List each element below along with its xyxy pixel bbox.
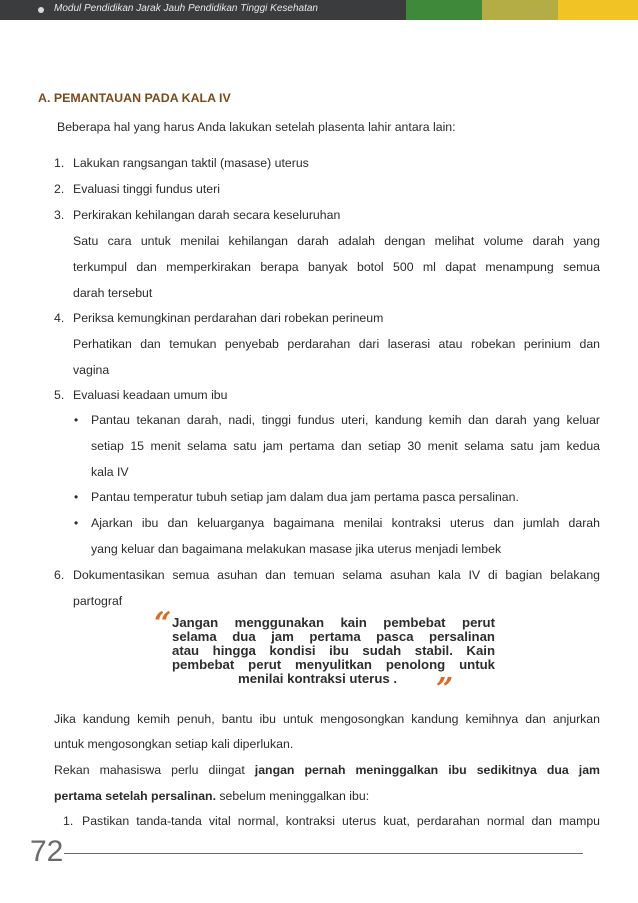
quote-line: atau hingga kondisi ibu sudah stabil. Kain [172, 643, 495, 658]
list-number: 6. [54, 568, 65, 582]
paragraph-emphasis: pertama setelah persalinan. [54, 789, 216, 803]
page-header [0, 0, 638, 20]
header-bar-green [406, 0, 482, 20]
footer-rule [64, 853, 583, 854]
header-bar-olive [482, 0, 558, 20]
list-item: Pastikan tanda-tanda vital normal, kontraksi uterus kuat, perdarahan normal dan mampu [82, 814, 600, 828]
page-number: 72 [30, 835, 64, 868]
quote-line: menilai kontraksi uterus . [238, 671, 398, 686]
header-title: Modul Pendidikan Jarak Jauh Pendidikan Tinggi Kesehatan [54, 3, 318, 14]
list-item: Evaluasi keadaan umum ibu [73, 388, 228, 402]
bullet-item: Pantau tekanan darah, nadi, tinggi fundus uteri, kandung kemih dan darah yang keluar [91, 413, 600, 427]
list-number: 1. [54, 156, 65, 170]
open-quote-icon: “ [154, 606, 172, 641]
list-item: Lakukan rangsangan taktil (masase) uterus [73, 156, 309, 170]
list-item: Dokumentasikan semua asuhan dan temuan selama asuhan kala IV di bagian belakang [73, 568, 600, 582]
list-number: 2. [54, 182, 65, 196]
section-heading: A. PEMANTAUAN PADA KALA IV [38, 91, 231, 105]
list-item-detail: partograf [73, 594, 123, 608]
bullet-item: kala IV [91, 465, 129, 479]
paragraph-line: untuk mengosongkan setiap kali diperlukan. [54, 737, 294, 751]
paragraph-text: sebelum meninggalkan ibu: [215, 789, 370, 803]
list-item: Periksa kemungkinan perdarahan dari robekan perineum [73, 311, 384, 325]
bullet-icon: • [74, 490, 79, 504]
list-item-detail: Satu cara untuk menilai kehilangan darah adalah dengan melihat volume darah yang [73, 234, 600, 248]
paragraph-line: Jika kandung kemih penuh, bantu ibu untuk mengosongkan kandung kemihnya dan anjurkan [54, 712, 600, 726]
paragraph-line [54, 763, 600, 777]
bullet-item: setiap 15 menit selama satu jam pertama dan setiap 30 menit selama satu jam kedua [91, 439, 600, 453]
bullet-item: Ajarkan ibu dan keluarganya bagaimana menilai kontraksi uterus dan jumlah darah [91, 516, 600, 530]
list-item-detail: terkumpul dan memperkirakan berapa banyak botol 500 ml dapat menampung semua [73, 260, 600, 274]
paragraph-text: Rekan mahasiswa perlu diingat [54, 763, 255, 777]
list-item-detail: darah tersebut [73, 286, 153, 300]
list-number: 5. [54, 388, 65, 402]
header-bar-yellow [558, 0, 638, 20]
bullet-item: Pantau temperatur tubuh setiap jam dalam dua jam pertama pasca persalinan. [91, 490, 519, 504]
list-item: Perkirakan kehilangan darah secara keseluruhan [73, 208, 341, 222]
list-number: 4. [54, 311, 65, 325]
quote-line: Jangan menggunakan kain pembebat perut [172, 615, 495, 630]
paragraph-line [54, 789, 369, 803]
bullet-icon: • [74, 516, 79, 530]
list-number: 3. [54, 208, 65, 222]
quote-line: selama dua jam pertama pasca persalinan [172, 629, 495, 644]
intro-text: Beberapa hal yang harus Anda lakukan setelah plasenta lahir antara lain: [57, 120, 456, 134]
bullet-icon: • [74, 413, 79, 427]
close-quote-icon: ” [436, 672, 454, 707]
bullet-item: yang keluar dan bagaimana melakukan masase jika uterus menjadi lembek [91, 542, 502, 556]
list-item: Evaluasi tinggi fundus uteri [73, 182, 220, 196]
list-item-detail: vagina [73, 363, 110, 377]
list-number: 1. [63, 814, 74, 828]
paragraph-emphasis: jangan pernah meninggalkan ibu sedikitnya dua jam [254, 763, 600, 777]
quote-line: pembebat perut menyulitkan penolong untuk [172, 657, 495, 672]
bullet-dot-icon [38, 7, 44, 13]
list-item-detail: Perhatikan dan temukan penyebab perdarahan dari laserasi atau robekan perinium dan [73, 337, 600, 351]
